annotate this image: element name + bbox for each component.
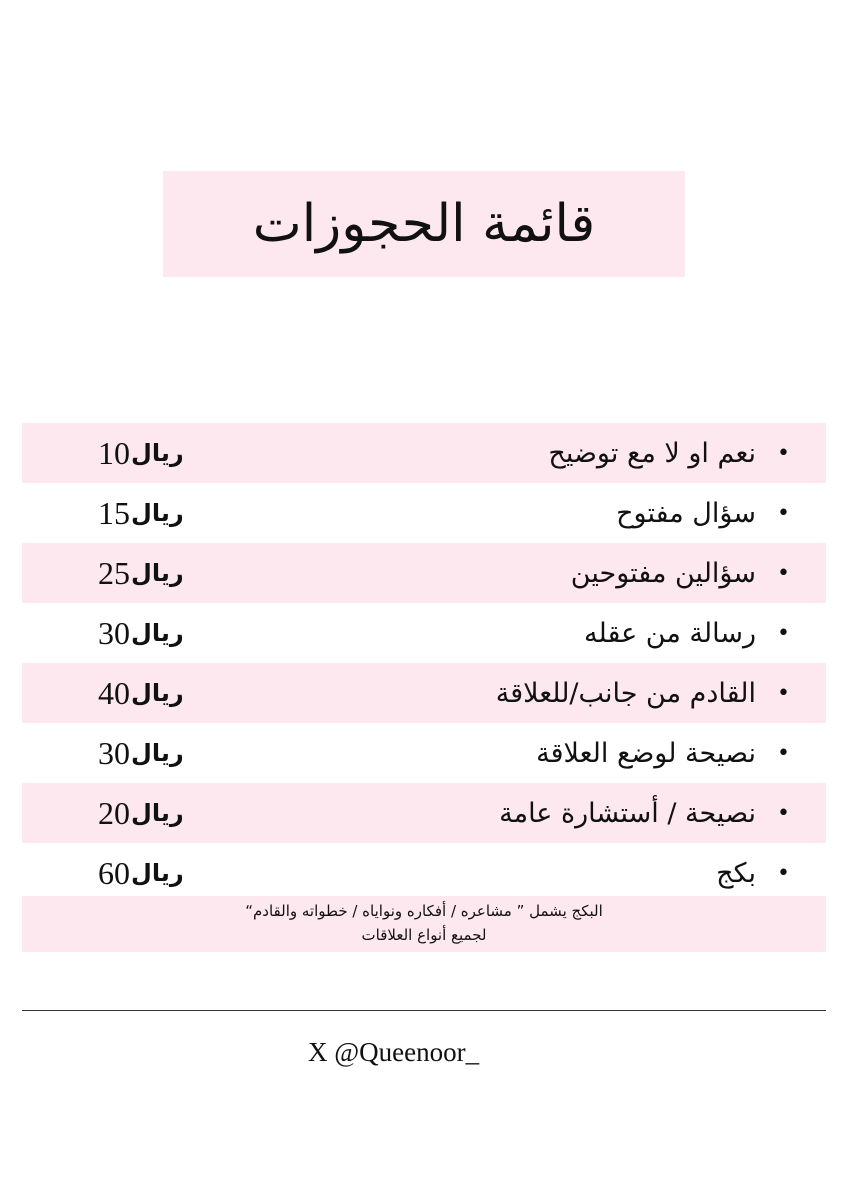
price-list — [22, 423, 826, 903]
service-price: 25 ريال — [98, 554, 184, 591]
service-label: بكج — [716, 857, 756, 889]
price-row — [22, 603, 826, 663]
page-title: قائمة الحجوزات — [252, 194, 596, 254]
package-note-line2: لجميع أنواع العلاقات — [361, 926, 487, 944]
price-row — [22, 843, 826, 903]
service-label: سؤالين مفتوحين — [570, 557, 756, 589]
currency-label: ريال — [131, 859, 184, 887]
bullet-icon: • — [777, 800, 790, 826]
bullet-icon: • — [777, 740, 790, 766]
divider — [22, 1010, 826, 1011]
price-row — [22, 783, 826, 843]
service-price: 30 ريال — [98, 614, 184, 651]
service-label: رسالة من عقله — [584, 617, 756, 649]
service-label: القادم من جانب/للعلاقة — [495, 677, 756, 709]
price-row — [22, 663, 826, 723]
price-row — [22, 543, 826, 603]
currency-label: ريال — [131, 739, 184, 767]
currency-label: ريال — [131, 619, 184, 647]
title-banner — [163, 171, 685, 277]
service-price: 10 ريال — [98, 434, 184, 471]
service-price: 15 ريال — [98, 494, 184, 531]
bullet-icon: • — [777, 680, 790, 706]
service-price: 40 ريال — [98, 674, 184, 711]
social-handle: X @Queenoor_ — [308, 1037, 480, 1067]
currency-label: ريال — [131, 679, 184, 707]
service-price: 60 ريال — [98, 854, 184, 891]
currency-label: ريال — [131, 559, 184, 587]
service-label: نصيحة لوضع العلاقة — [536, 737, 756, 769]
package-note-line1: البكج يشمل ” مشاعره / أفكاره ونواياه / خطواته والقادم“ — [245, 902, 603, 920]
bullet-icon: • — [777, 620, 790, 646]
service-price: 20 ريال — [98, 794, 184, 831]
bullet-icon: • — [777, 860, 790, 886]
bullet-icon: • — [777, 440, 790, 466]
service-label: سؤال مفتوح — [616, 497, 756, 529]
price-row — [22, 723, 826, 783]
price-row — [22, 483, 826, 543]
package-note — [22, 896, 826, 952]
bullet-icon: • — [777, 500, 790, 526]
service-label: نصيحة / أستشارة عامة — [499, 797, 756, 829]
currency-label: ريال — [131, 799, 184, 827]
currency-label: ريال — [131, 499, 184, 527]
price-row — [22, 423, 826, 483]
service-label: نعم او لا مع توضيح — [548, 437, 756, 469]
service-price: 30 ريال — [98, 734, 184, 771]
bullet-icon: • — [777, 560, 790, 586]
currency-label: ريال — [131, 439, 184, 467]
